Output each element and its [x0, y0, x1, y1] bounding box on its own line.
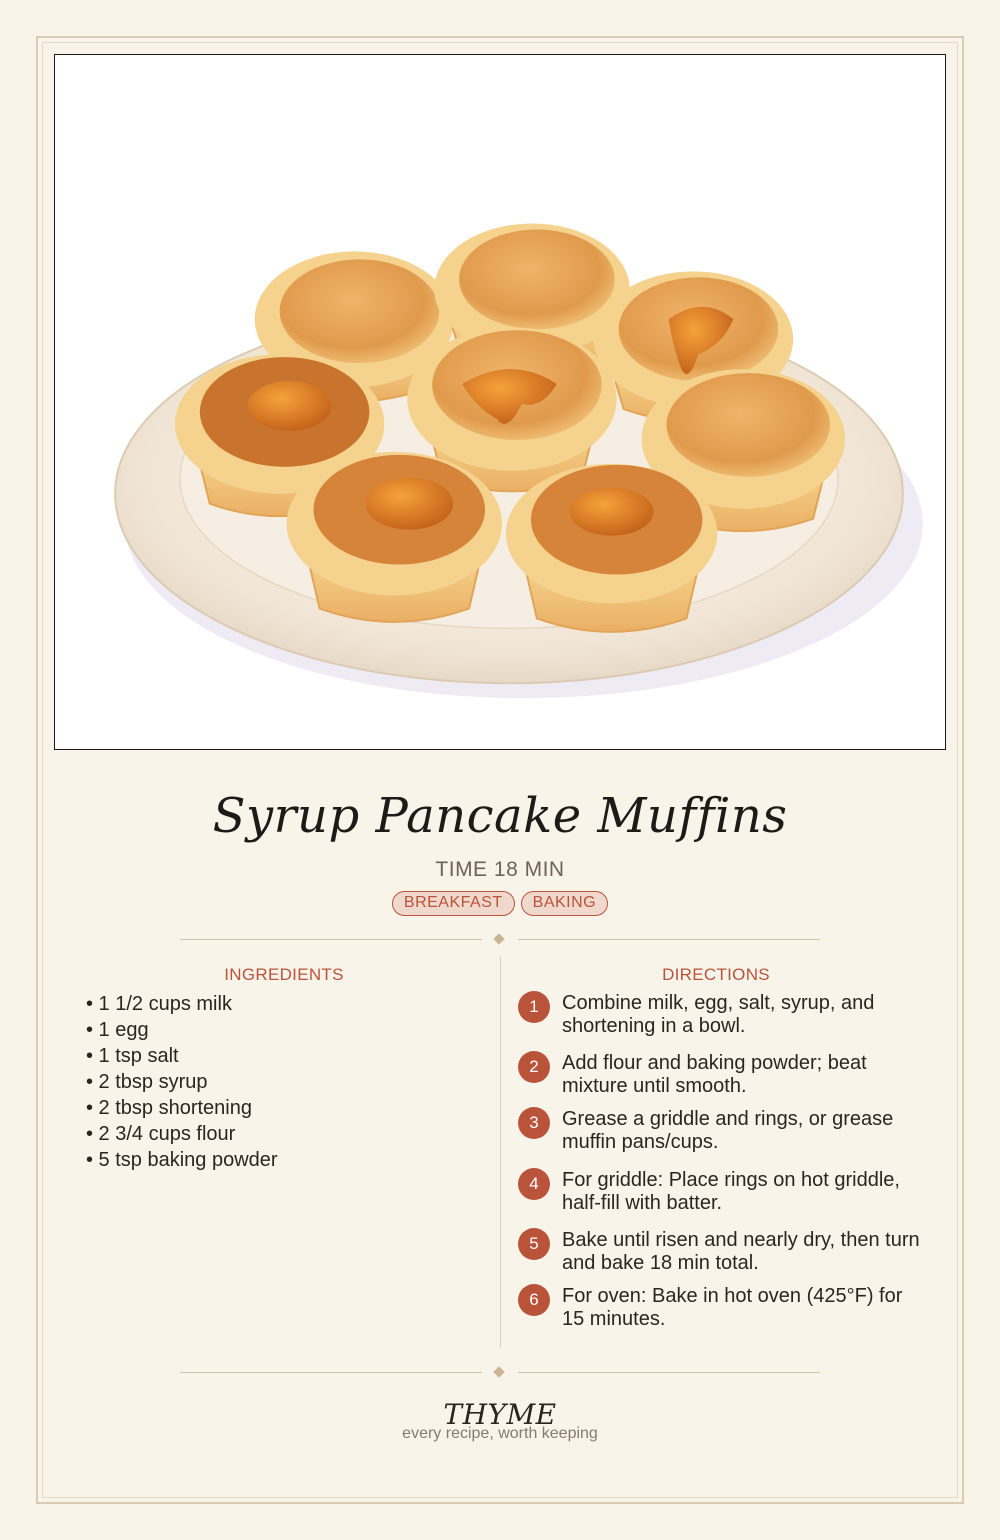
- step-text: Bake until risen and nearly dry, then turn and bake 18 min total.: [562, 1229, 920, 1274]
- step-text: Grease a griddle and rings, or grease muffin pans/cups.: [562, 1108, 894, 1153]
- ingredient-item: • 2 tbsp syrup: [86, 1071, 208, 1093]
- ingredients-heading: INGREDIENTS: [224, 965, 344, 984]
- muffin: [287, 452, 502, 622]
- step-text: Add flour and baking powder; beat mixture until smooth.: [562, 1052, 867, 1097]
- ingredients-list: [86, 991, 486, 1173]
- ingredient-item: • 2 tbsp shortening: [86, 1097, 252, 1119]
- brand-logo: THYME: [443, 1398, 557, 1431]
- divider-line: [518, 939, 820, 940]
- ingredient-item: • 2 3/4 cups flour: [86, 1123, 236, 1145]
- ingredient-item: • 5 tsp baking powder: [86, 1149, 278, 1171]
- step-text: For griddle: Place rings on hot griddle, half-fill with batter.: [562, 1169, 900, 1214]
- step-number-badge: 6: [518, 1284, 550, 1316]
- divider-line: [518, 1372, 820, 1373]
- step-number-badge: 3: [518, 1107, 550, 1139]
- tag-breakfast[interactable]: BREAKFAST: [392, 891, 515, 916]
- directions-heading: DIRECTIONS: [662, 965, 770, 984]
- tag-list: [0, 891, 1000, 916]
- divider-line: [180, 1372, 482, 1373]
- step-number-badge: 2: [518, 1051, 550, 1083]
- divider-bottom: [180, 1367, 820, 1379]
- diamond-ornament-icon: [493, 933, 504, 944]
- ingredient-item: • 1 tsp salt: [86, 1045, 179, 1067]
- recipe-title: Syrup Pancake Muffins: [212, 788, 788, 844]
- muffin: [506, 464, 717, 632]
- brand-tagline: every recipe, worth keeping: [402, 1425, 598, 1442]
- ingredient-item: • 1 1/2 cups milk: [86, 993, 232, 1015]
- tag-baking[interactable]: BAKING: [521, 891, 608, 916]
- diamond-ornament-icon: [493, 1366, 504, 1377]
- ingredient-item: • 1 egg: [86, 1019, 149, 1041]
- step-number-badge: 4: [518, 1168, 550, 1200]
- recipe-time: TIME 18 MIN: [435, 858, 565, 881]
- step-number-badge: 1: [518, 991, 550, 1023]
- column-separator: [500, 956, 501, 1348]
- step-number-badge: 5: [518, 1228, 550, 1260]
- step-text: For oven: Bake in hot oven (425°F) for 15 minutes.: [562, 1285, 903, 1330]
- divider-line: [180, 939, 482, 940]
- step-text: Combine milk, egg, salt, syrup, and shortening in a bowl.: [562, 992, 875, 1037]
- recipe-photo: [54, 54, 946, 750]
- divider-top: [180, 934, 820, 946]
